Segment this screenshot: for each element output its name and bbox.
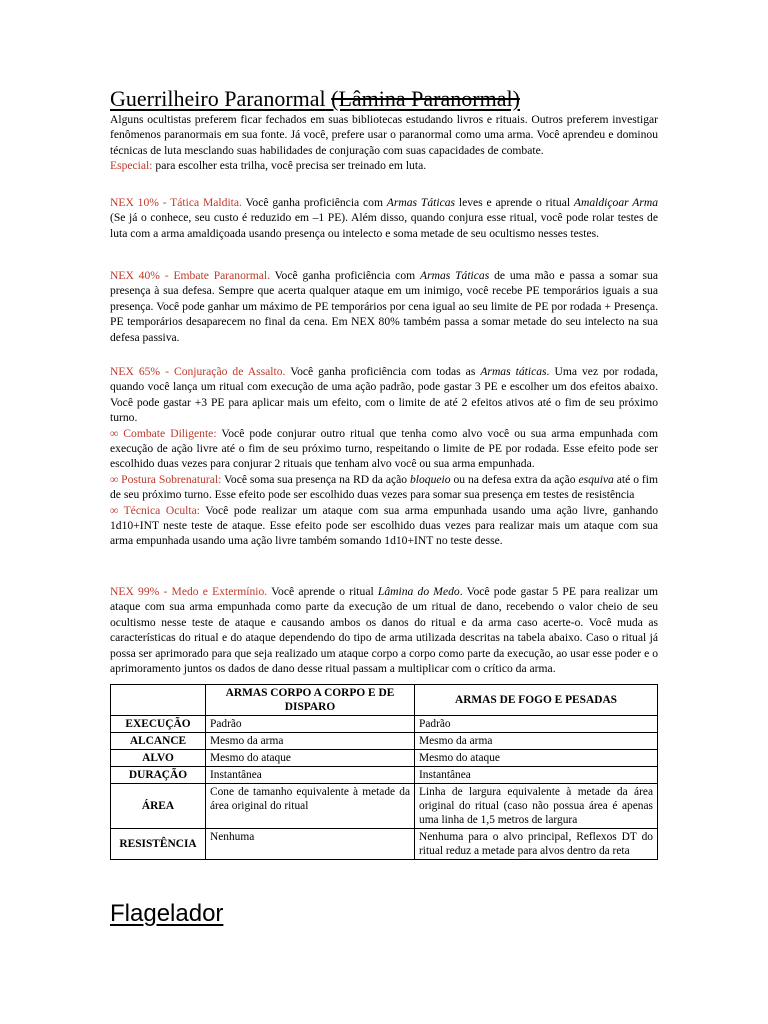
table-cell: Mesmo da arma [206, 733, 415, 750]
effect-text: Você soma sua presença na RD da ação [221, 472, 410, 486]
table-header: ARMAS DE FOGO E PESADAS [415, 685, 658, 716]
table-row [111, 733, 658, 750]
table-cell: Nenhuma para o alvo principal, Reflexos DT do ritual reduz a metade para alvos dentro da reta [415, 829, 658, 860]
row-header: DURAÇÃO [111, 767, 206, 784]
infinity-icon: ∞ [110, 426, 119, 440]
nex10-italic: Amaldiçoar Arma [573, 196, 659, 209]
nex10-text: (Se já o conhece, seu custo é reduzido em –1 PE). Além disso, quando conjura esse ritual, você pode rolar testes de luta com a arma amaldiçoada usando presença ou intelecto e soma metade de seu ocultismo nesses testes. [110, 211, 658, 240]
row-header: EXECUÇÃO [111, 716, 206, 733]
table-cell: Mesmo do ataque [415, 750, 658, 767]
nex99-text: . Você pode gastar 5 PE para realizar um ataque com sua arma empunhada como parte da execução de um ritual de dano, recebendo o valor cheio de seu ocultismo nesse teste de ataque e causando ambos os danos do ritual e da arma caso acerte-o. Você muda as características do ritual e do ataque dependendo do tipo de arma utilizada descritas na tabela abaixo. Caso o ritual já possa ser aprimorado para que seja realizado um ataque corpo a corpo como parte da execução, ao usar esse poder e o aprimoramento juntos os dados de dano desse ritual passam a multiplicar com o crítico da arma. [110, 585, 659, 676]
table-cell: Padrão [415, 716, 658, 733]
effect-label: Postura Sobrenatural: [118, 472, 222, 486]
nex65-italic: Armas táticas [480, 365, 547, 378]
table-header-row [111, 685, 658, 716]
nex65-paragraph [110, 364, 658, 549]
intro-text: Alguns ocultistas preferem ficar fechados em suas bibliotecas estudando livros e rituais. Outros preferem investigar fenômenos paranormais em sua fonte. Já você, prefere usar o paranormal como uma arma. Você aprendeu e dominou técnicas de luta mesclando suas habilidades de conjuração com suas capacidades de combate. [110, 113, 658, 157]
table-cell: Cone de tamanho equivalente à metade da área original do ritual [206, 784, 415, 829]
table-row [111, 784, 658, 829]
infinity-icon: ∞ [110, 503, 119, 517]
special-text: para escolher esta trilha, você precisa ser treinado em luta. [152, 159, 427, 173]
table-cell: Mesmo da arma [415, 733, 658, 750]
nex40-text: de uma mão e passa a somar sua presença à sua defesa. Sempre que acerta qualquer ataque em um inimigo, você recebe PE temporários iguais a sua presença. Você pode ganhar um máximo de PE temporários por cena igual ao seu limite de PE por rodada + Presença. PE temporários desaparecem no final da cena. Em NEX 80% também passa a somar metade do seu intelecto na sua defesa passiva. [110, 269, 658, 344]
effect-italic: bloqueio [409, 472, 451, 486]
table-row [111, 716, 658, 733]
table-cell: Mesmo do ataque [206, 750, 415, 767]
nex40-text: Você ganha proficiência com [270, 269, 420, 282]
row-header: ÁREA [111, 784, 206, 829]
nex99-italic: Lâmina do Medo [377, 585, 460, 598]
table-cell: Instantânea [415, 767, 658, 784]
row-header: RESISTÊNCIA [111, 829, 206, 860]
table-cell: Instantânea [206, 767, 415, 784]
nex65-label: NEX 65% - Conjuração de Assalto. [110, 365, 286, 378]
nex65-text: . Uma vez por rodada, quando você lança um ritual com execução de uma ação padrão, pode gastar 3 PE e escolher um dos efeitos abaixo. Você pode gastar +3 PE para aplicar mais um efeito, com o limite de até 2 efeitos ativos até o fim de seu próximo turno. [110, 365, 658, 425]
table-cell: Linha de largura equivalente à metade da área original do ritual (caso não possua área é apenas uma linha de 1,5 metros de largura [415, 784, 658, 829]
nex10-label: NEX 10% - Tática Maldita. [110, 196, 242, 209]
special-label: Especial: [110, 159, 153, 173]
infinity-icon: ∞ [110, 472, 119, 486]
section-title [110, 86, 520, 112]
nex10-italic: Armas Táticas [386, 196, 456, 209]
effect-label: Técnica Oculta: [118, 503, 200, 517]
nex10-text: leves e aprende o ritual [455, 196, 574, 209]
nex40-label: NEX 40% - Embate Paranormal. [110, 269, 271, 282]
nex40-italic: Armas Táticas [419, 269, 490, 282]
row-header: ALVO [111, 750, 206, 767]
table-row [111, 767, 658, 784]
effect-text: ou na defesa extra da ação [450, 472, 579, 486]
effect-text: até o fim de seu próximo turno. Esse efeito pode ser escolhido duas vezes para somar sua presença em testes de resistência [110, 472, 659, 502]
effect-label: Combate Diligente: [118, 426, 217, 440]
effect-text: Você pode conjurar outro ritual que tenha como alvo você ou sua arma empunhada com execução de ação livre até o fim de seu próximo turno, respeitando o limite de PE por rodada. Esse efeito pode ser escolhido duas vezes para conjurar 2 rituais que tenham alvo você ou sua arma empunhada. [110, 426, 658, 471]
nex65-text: Você ganha proficiência com todas as [285, 365, 481, 378]
table-row [111, 750, 658, 767]
nex99-paragraph [110, 584, 658, 676]
table-header [111, 685, 206, 716]
next-section-heading: Flagelador [110, 900, 224, 927]
nex99-text: Você aprende o ritual [267, 585, 378, 598]
intro-paragraph [110, 112, 658, 174]
nex10-paragraph [110, 195, 658, 241]
nex40-paragraph [110, 268, 658, 345]
table-row [111, 829, 658, 860]
title-struck: (Lâmina Paranormal) [331, 86, 520, 111]
row-header: ALCANCE [111, 733, 206, 750]
table-cell: Nenhuma [206, 829, 415, 860]
table-cell: Padrão [206, 716, 415, 733]
nex10-text: Você ganha proficiência com [241, 196, 387, 209]
effect-italic: esquiva [578, 472, 614, 486]
ritual-table [110, 684, 658, 860]
title-main: Guerrilheiro Paranormal [110, 86, 326, 111]
nex99-label: NEX 99% - Medo e Extermínio. [110, 585, 268, 598]
effect-text: Você pode realizar um ataque com sua arma empunhada usando uma ação livre, ganhando 1d10+INT neste teste de ataque. Esse efeito pode ser escolhido duas vezes para realizar mais um ataque com sua arma empunhada usando uma ação livre também somando 1d10+INT no teste desse. [110, 503, 658, 548]
table-header: ARMAS CORPO A CORPO E DE DISPARO [206, 685, 415, 716]
